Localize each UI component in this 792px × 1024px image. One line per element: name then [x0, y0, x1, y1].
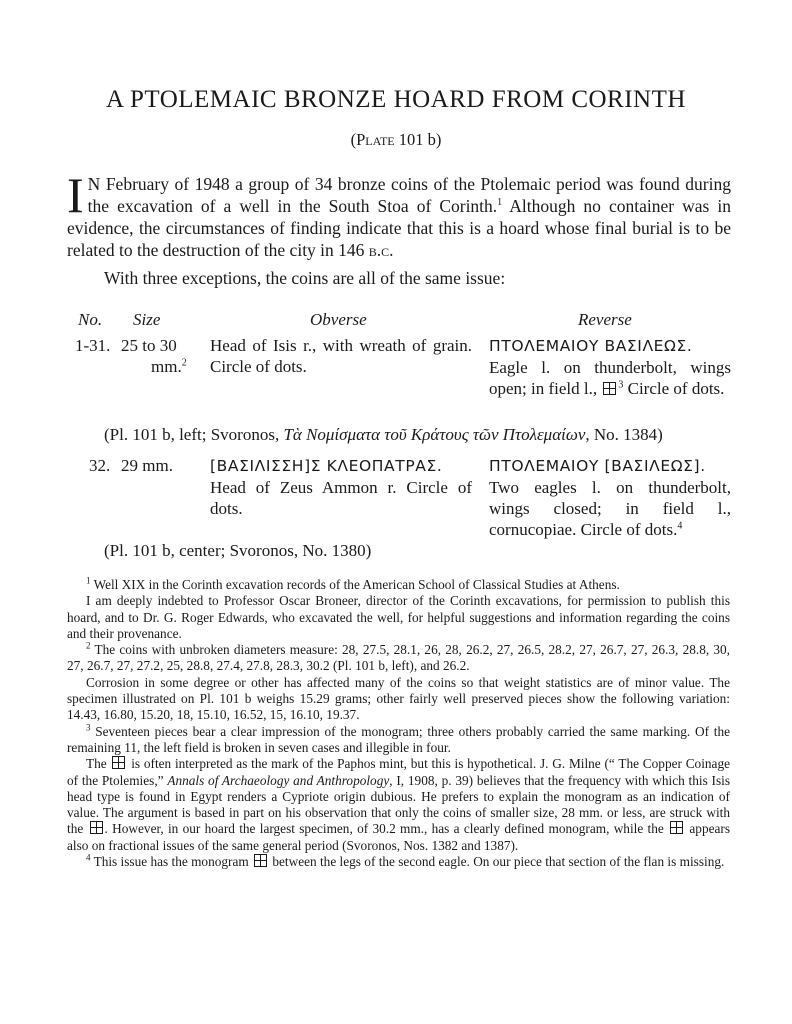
- entry-number: 32.: [89, 456, 111, 475]
- reverse-legend: ΠΤΟΛΕΜΑΙΟΥ [ΒΑΣΙΛΕΩΣ].: [489, 457, 706, 475]
- footnote-1: $^1$ Well XIX in the Corinth excavation records of the American School of Classical Studies at Athens.: [86, 575, 620, 592]
- footnote-4: $^4$ This issue has the monogram between the legs of the second eagle. On our piece that section of the flan is missing.: [86, 852, 725, 870]
- footnote-3: $^3$ Seventeen pieces bear a clear impression of the monogram; three others probably carried the same marking. Of the remaining 11, the left field is broken in seven cases and illegible in four.: [67, 722, 730, 755]
- footnote-ref-3: 3: [618, 379, 624, 391]
- footnote-2: $^2$ The coins with unbroken diameters measure: 28, 27.5, 28.1, 26, 28, 26.2, 27, 26.5, 28.2, 27, 26.7, 27, 26.3, 28.8, 30, 27, 26.7, 27, 27.2, 25, 28.8, 27.4, 27.8, 28.3, 30.2 (Pl. 101 b, left), and 26.2.: [67, 640, 730, 674]
- entry-size: 29 mm.: [121, 456, 173, 475]
- footnote-ref-2: 2: [181, 357, 187, 369]
- journal-title: Annals of Archaeology and Anthropology: [167, 772, 390, 788]
- footnote-2-continued: Corrosion in some degree or other has affected many of the coins so that weight statistics are of minor value. The specimen illustrated on Pl. 101 b weighs 15.29 grams; other fairly well preserved pieces show the following variation: 14.43, 16.80, 15.20, 18, 15.10, 16.52, 15, 16.10, 19.37.: [67, 674, 730, 723]
- entry-obverse: [ΒΑΣΙΛΙΣΣΗ]Σ ΚΛΕΟΠΑΤΡΑΣ. Head of Zeus Ammon r. Circle of dots.: [210, 457, 472, 518]
- entry-reverse: ΠΤΟΛΕΜΑΙΟΥ [ΒΑΣΙΛΕΩΣ]. Two eagles l. on thunderbolt, wings closed; in field l., cornucopiae. Circle of dots.$^4$: [489, 457, 731, 539]
- entry-size: 25 to 30 mm.$^2$: [121, 336, 187, 376]
- exceptions-sentence: With three exceptions, the coins are all of the same issue:: [104, 268, 506, 288]
- monogram-icon: [254, 854, 267, 867]
- entry-number: 1-31.: [75, 336, 111, 355]
- entry-reverse: ΠΤΟΛΕΜΑΙΟΥ ΒΑΣΙΛΕΩΣ. Eagle l. on thunderbolt, wings open; in field l., $^3$ Circle of dots.: [489, 337, 731, 398]
- footnote-1-continued: I am deeply indebted to Professor Oscar Broneer, director of the Corinth excavations, for permission to publish this hoard, and to Dr. G. Roger Edwards, who excavated the well, for helpful suggestions and information regarding the coins and their provenance.: [67, 593, 730, 641]
- entry-obverse: Head of Isis r., with wreath of grain. Circle of dots.: [210, 336, 472, 376]
- monogram-icon: [603, 382, 616, 395]
- header-obverse: Obverse: [310, 310, 367, 329]
- reverse-legend: ΠΤΟΛΕΜΑΙΟΥ ΒΑΣΙΛΕΩΣ.: [489, 337, 693, 355]
- monogram-icon: [112, 756, 125, 769]
- obverse-legend: [ΒΑΣΙΛΙΣΣΗ]Σ ΚΛΕΟΠΑΤΡΑΣ.: [210, 457, 443, 475]
- entry-1-reference: (Pl. 101 b, left; Svoronos, Τὰ Νομίσματα τοῦ Κράτους τῶν Πτολεμαίων, No. 1384): [104, 425, 663, 444]
- intro-paragraph: I N February of 1948 a group of 34 bronze coins of the Ptolemaic period was found during the excavation of a well in the South Stoa of Corinth.$^1$ Although no container was in evidence, the circumstances of finding indicate that this is a hoard whose final burial is to be related to the destruction of the city in 146 b.c.: [67, 167, 731, 260]
- header-no: No.: [78, 310, 103, 329]
- svoronos-title: Τὰ Νομίσματα τοῦ Κράτους τῶν Πτολεμαίων: [283, 425, 586, 444]
- drop-cap: I: [67, 167, 84, 223]
- footnote-3-continued: The is often interpreted as the mark of the Paphos mint, but this is hypothetical. J. G. Milne (“ The Copper Coinage of the Ptolemies,” Annals of Archaeology and Anthropology, I, 1908, p. 39) believes that the frequency with which this Isis head type is found in Egypt renders a Cypriote origin dubious. He prefers to explain the monogram as an indication of value. The argument is based in part on his observation that only the coins of smaller size, 28 mm. or less, are struck with the . However, in our hoard the largest specimen, of 30.2 mm., has a clearly defined monogram, while the appears also on fractional issues of the same general period (Svoronos, Nos. 1382 and 1387).: [67, 756, 731, 853]
- plate-reference: (Plate 101 b): [350, 130, 442, 149]
- header-reverse: Reverse: [578, 310, 632, 329]
- monogram-icon: [670, 821, 683, 834]
- footnotes: [67, 577, 730, 870]
- entry-2-reference: (Pl. 101 b, center; Svoronos, No. 1380): [104, 541, 372, 560]
- era-abbrev: b.c.: [368, 240, 394, 260]
- monogram-icon: [90, 821, 103, 834]
- plate-number: 101 b: [398, 130, 436, 149]
- footnote-ref-1: 1: [497, 197, 503, 209]
- plate-label: Plate: [356, 130, 395, 149]
- footnote-ref-4: 4: [677, 520, 683, 532]
- header-size: Size: [133, 310, 161, 329]
- article-title: A PTOLEMAIC BRONZE HOARD FROM CORINTH: [106, 86, 686, 113]
